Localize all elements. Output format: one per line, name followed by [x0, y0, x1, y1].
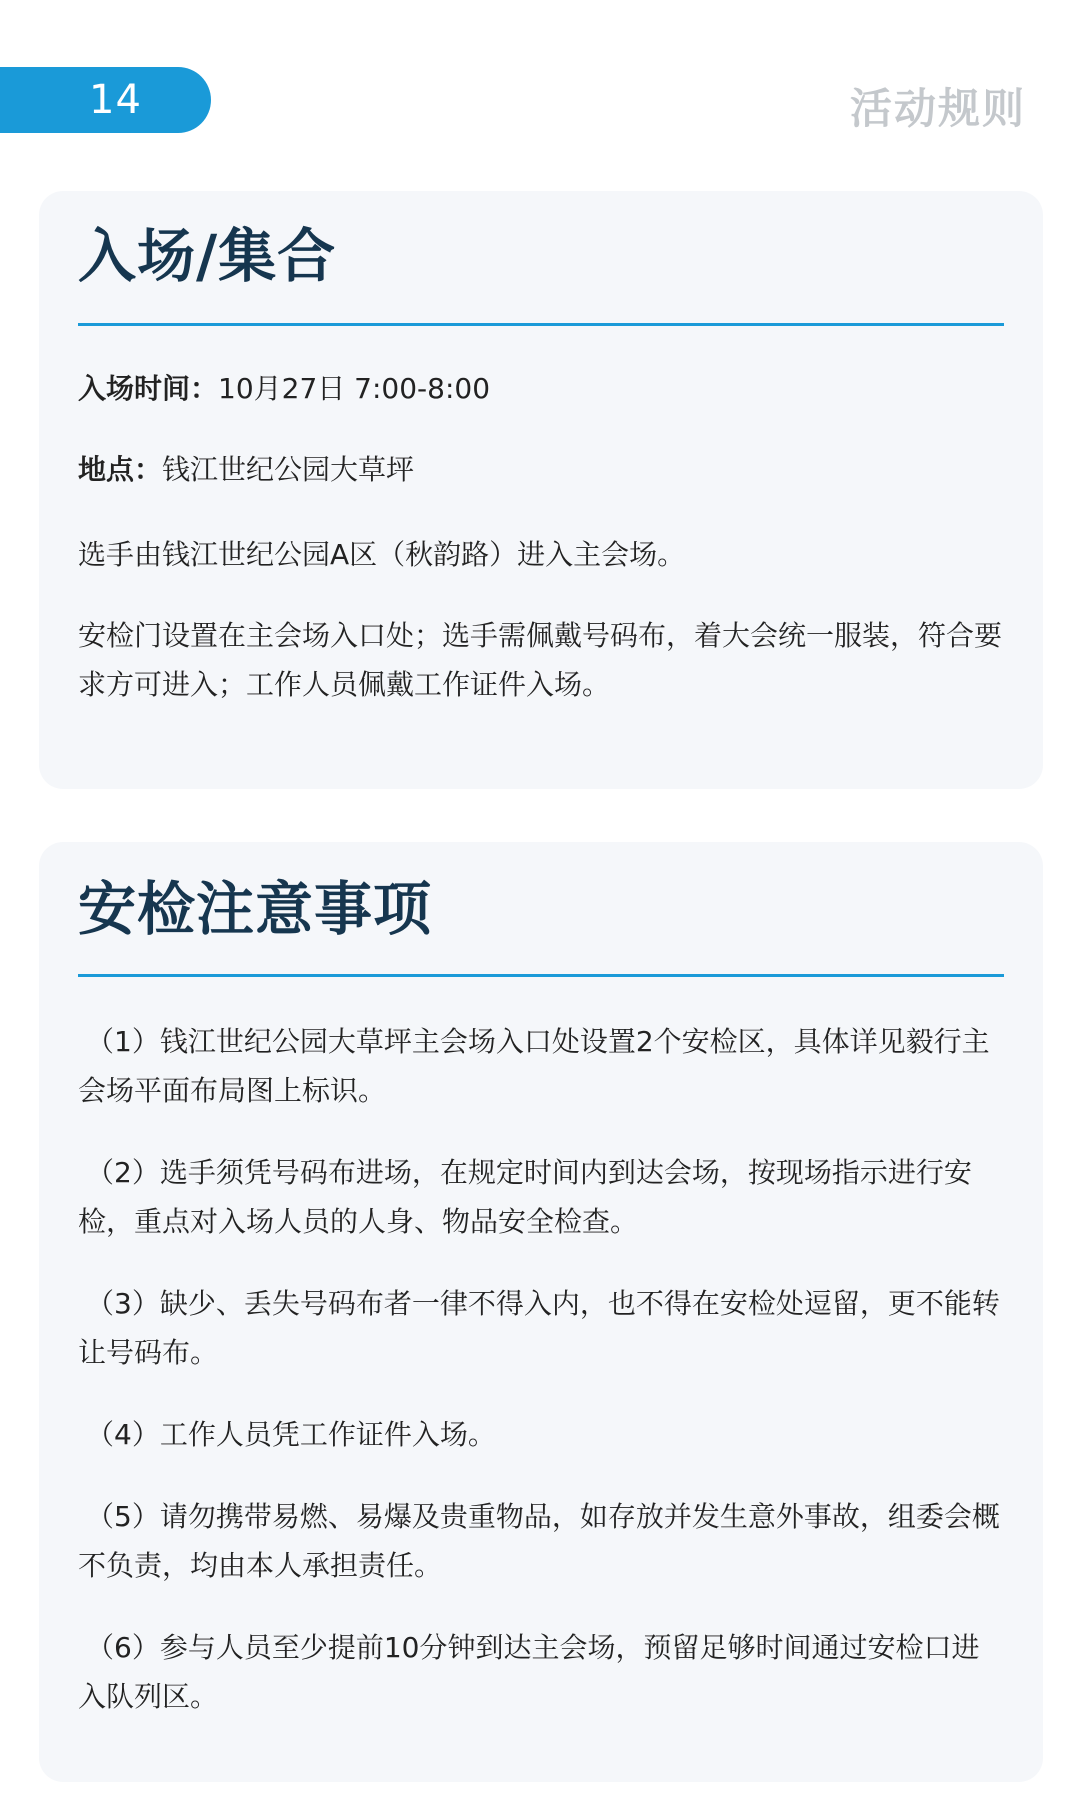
security-card	[39, 842, 1043, 1782]
entry-time	[78, 364, 1004, 413]
entry-time-label: 入场时间：	[78, 372, 219, 405]
security-item-5: （5）请勿携带易燃、易爆及贵重物品，如存放并发生意外事故，组委会概不负责，均由本人承担责任。	[78, 1500, 1000, 1582]
entry-title: 入场/集合	[78, 222, 337, 290]
security-item-3: （3）缺少、丢失号码布者一律不得入内，也不得在安检处逗留，更不能转让号码布。	[78, 1287, 1000, 1369]
page-number-tab	[0, 67, 211, 133]
security-title: 安检注意事项	[78, 875, 433, 943]
entry-route: 选手由钱江世纪公园A区（秋韵路）进入主会场。	[78, 538, 686, 571]
entry-divider	[78, 323, 1004, 326]
entry-place-label: 地点：	[78, 453, 163, 486]
entry-time-value: 10月27日 7:00-8:00	[218, 372, 491, 405]
entry-card	[39, 191, 1043, 789]
security-item-1: （1）钱江世纪公园大草坪主会场入口处设置2个安检区，具体详见毅行主会场平面布局图上标识。	[78, 1025, 990, 1107]
security-item-6: （6）参与人员至少提前10分钟到达主会场，预留足够时间通过安检口进入队列区。	[78, 1631, 980, 1713]
security-divider	[78, 974, 1004, 977]
security-item-2: （2）选手须凭号码布进场，在规定时间内到达会场，按现场指示进行安检，重点对入场人员的人身、物品安全检查。	[78, 1156, 972, 1238]
entry-place-value: 钱江世纪公园大草坪	[162, 453, 415, 486]
entry-security-note: 安检门设置在主会场入口处；选手需佩戴号码布，着大会统一服装，符合要求方可进入；工作人员佩戴工作证件入场。	[78, 619, 1003, 701]
security-item-4: （4）工作人员凭工作证件入场。	[86, 1418, 496, 1451]
page-number: 14	[89, 77, 142, 123]
entry-place	[78, 445, 1004, 494]
section-title: 活动规则	[849, 84, 1026, 133]
